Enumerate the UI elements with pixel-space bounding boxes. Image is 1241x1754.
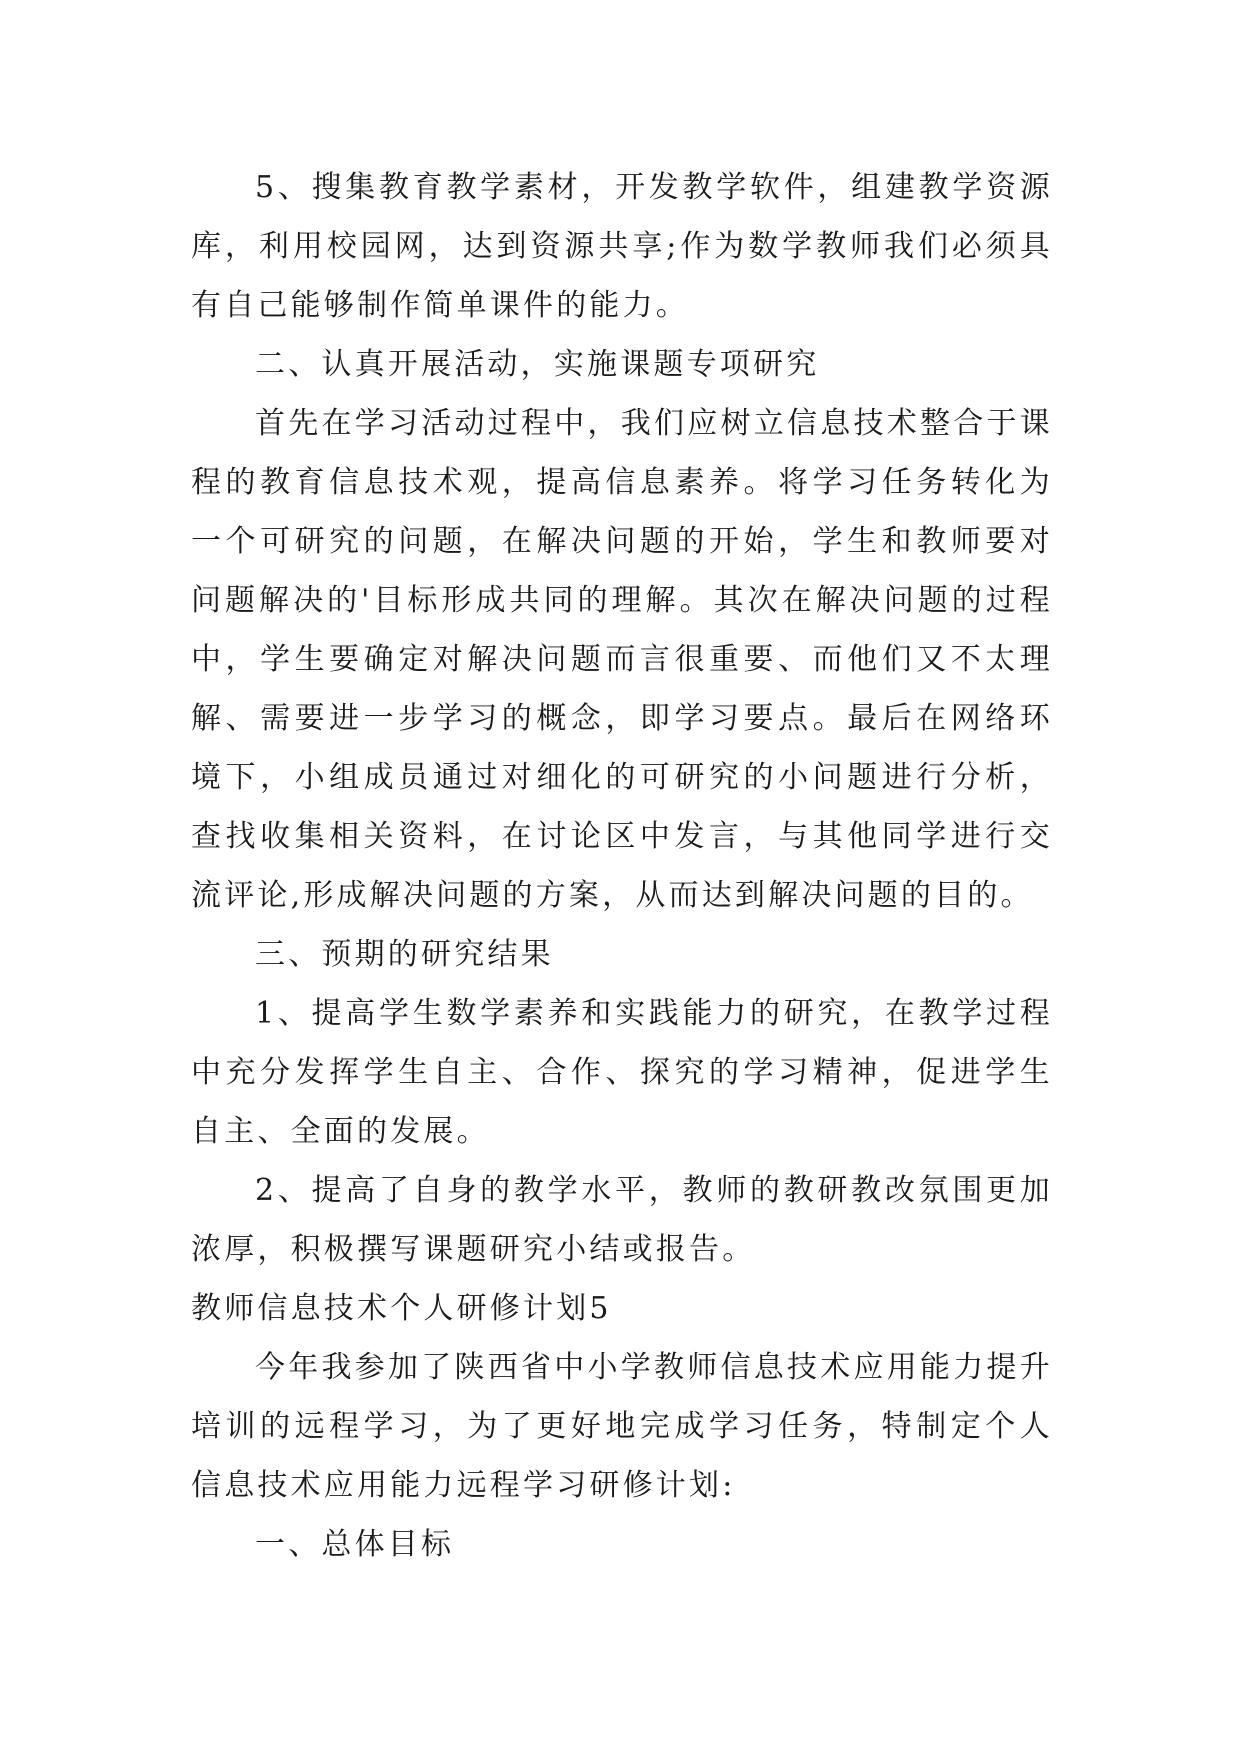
section-heading-two: 二、认真开展活动，实施课题专项研究	[255, 347, 820, 382]
paragraph-result-one: 1、提高学生数学素养和实践能力的研究，在教学过程中充分发挥学生自主、合作、探究的学习精神，促进学生自主、全面的发展。	[191, 996, 1053, 1149]
paragraph-plan-intro: 今年我参加了陕西省中小学教师信息技术应用能力提升培训的远程学习，为了更好地完成学习任务，特制定个人信息技术应用能力远程学习研修计划:	[191, 1350, 1053, 1503]
paragraph-resource-library: 5、搜集教育教学素材，开发教学软件，组建教学资源库，利用校园网，达到资源共享;作为数学教师我们必须具有自己能够制作简单课件的能力。	[191, 170, 1053, 323]
section-heading-three: 三、预期的研究结果	[255, 937, 554, 972]
document-body	[191, 158, 1053, 1574]
section-heading-overall-goal: 一、总体目标	[255, 1527, 455, 1562]
paragraph-result-two: 2、提高了自身的教学水平，教师的教研教改氛围更加浓厚，积极撰写课题研究小结或报告。	[191, 1173, 1053, 1267]
paragraph-research-process: 首先在学习活动过程中，我们应树立信息技术整合于课程的教育信息技术观，提高信息素养。将学习任务转化为一个可研究的问题，在解决问题的开始，学生和教师要对问题解决的'目标形成共同的理解。其次在解决问题的过程中，学生要确定对解决问题而言很重要、而他们又不太理解、需要进一步学习的概念，即学习要点。最后在网络环境下，小组成员通过对细化的可研究的小问题进行分析，查找收集相关资料，在讨论区中发言，与其他同学进行交流评论,形成解决问题的方案，从而达到解决问题的目的。	[191, 406, 1053, 913]
plan-title: 教师信息技术个人研修计划5	[191, 1291, 612, 1326]
